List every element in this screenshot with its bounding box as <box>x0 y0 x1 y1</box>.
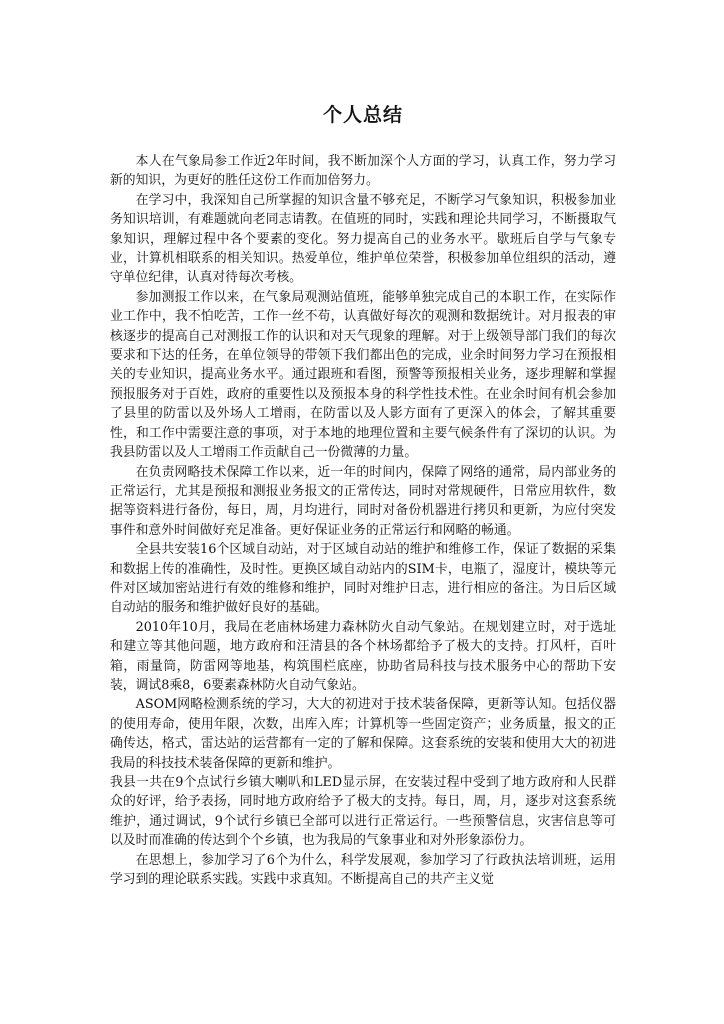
paragraph-asom-system: ASOM网略检测系统的学习，大大的初进对于技术装备保障，更新等认知。包括仪器的使用寿命，使用年限，次数，出库入库；计算机等一些固定资产；业务质量，报文的正确传达，格式，雷达站的运营都有一定的了解和保障。这套系统的安装和使用大大的初进我局的科技技术装备保障的更新和维护。 <box>110 697 616 771</box>
paragraph-ideology: 在思想上，参加学习了6个为什么，科学发展观，参加学习了行政执法培训班，运用学习到的理论联系实践。实践中求真知。不断提高自己的共产主义觉 <box>110 852 616 888</box>
document-title: 个人总结 <box>322 104 403 126</box>
paragraph-auto-stations: 全县共安装16个区域自动站，对于区域自动站的维护和维修工作，保证了数据的采集和数据上传的准确性，及时性。更换区域自动站内的SIM卡，电瓶了，湿度计，模块等元件对区域加密站进行有效的维修和维护，同时对维护日志，进行相应的备注。为日后区域自动站的服务和维护做好良好的基础。 <box>110 542 616 616</box>
paragraph-forest-fire-station: 2010年10月，我局在老庙林场建力森林防火自动气象站。在规划建立时，对于选址和建立等其他问题，地方政府和汪清县的各个林场都给予了极大的支持。打风杆，百叶箱，雨量筒，防雷网等地基，构筑围栏底座，协助省局科技与技术服务中心的帮助下安装，调试8乘8，6要素森林防火自动气象站。 <box>110 619 616 693</box>
paragraph-led-displays: 我县一共在9个点试行乡镇大喇叭和LED显示屏，在安装过程中受到了地方政府和人民群众的好评，给予表扬，同时地方政府给予了极大的支持。每日，周，月，逐步对这套系统维护，通过调试，9个试行乡镇已全部可以进行正常运行。一些预警信息，灾害信息等可以及时而准确的传达到个个乡镇，也为我局的气象事业和对外形象添份力。 <box>110 775 616 849</box>
paragraph-observation-work: 参加测报工作以来，在气象局观测站值班，能够单独完成自己的本职工作，在实际作业工作中，我不怕吃苦，工作一丝不苟，认真做好每次的观测和数据统计。对月报表的审核逐步的提高自己对测报工作的认识和对天气现象的理解。对于上级领导部门我们的每次要求和下达的任务，在单位领导的带领下我们都出色的完成，业余时间努力学习在预报相关的专业知识，提高业务水平。通过跟班和看图，预警等预报相关业务，逐步理解和掌握预报服务对于百姓，政府的重要性以及预报本身的科学性技术性。在业余时间有机会参加了县里的防雷以及外场人工增雨，在防雷以及人影方面有了更深入的体会，了解其重要性，和工作中需要注意的事项，对于本地的地理位置和主要气候条件有了深切的认识。为我县防雷以及人工增雨工作贡献自己一份微薄的力量。 <box>110 289 616 461</box>
paragraph-study: 在学习中，我深知自己所掌握的知识含量不够充足，不断学习气象知识，积极参加业务知识培训，有难题就向老同志请教。在值班的同时，实践和理论共同学习，不断摄取气象知识，理解过程中各个要素的变化。努力提高自己的业务水平。歇班后自学与气象专业，计算机相联系的相关知识。热爱单位，维护单位荣誉，积极参加单位组织的活动，遵守单位纪律，认真对待每次考核。 <box>110 192 616 286</box>
paragraph-intro: 本人在气象局参工作近2年时间，我不断加深个人方面的学习，认真工作，努力学习新的知识，为更好的胜任这份工作而加倍努力。 <box>110 154 616 189</box>
document-body <box>110 152 616 889</box>
paragraph-network-support: 在负责网略技术保障工作以来，近一年的时间内，保障了网络的通常，局内部业务的正常运行，尤其是预报和测报业务报文的正常传达，同时对常规硬件，日常应用软件，数据等资料进行备份，每日，周，月均进行，同时对备份机器进行拷贝和更新，为应付突发事件和意外时间做好充足准备。更好保证业务的正常运行和网略的畅通。 <box>110 464 616 538</box>
